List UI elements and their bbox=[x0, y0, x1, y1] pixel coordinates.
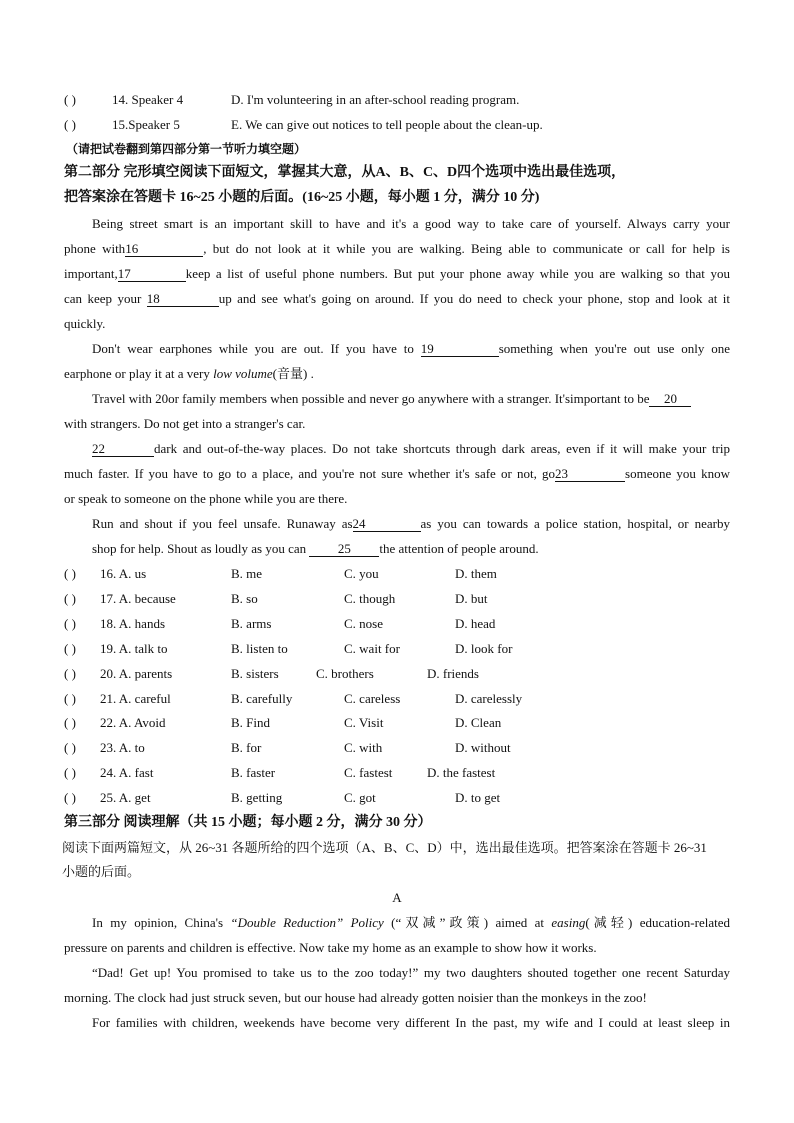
blank-24: 24 bbox=[353, 517, 421, 532]
option-c: C. Visit bbox=[344, 715, 384, 731]
option-a: 17. A. because bbox=[100, 590, 176, 606]
reading-line: For families with children, weekends have become very different In the past, my wife and I could at least sleep in bbox=[92, 1015, 730, 1030]
answer-paren: ( ) bbox=[64, 92, 76, 107]
option-d: D. to get bbox=[455, 790, 501, 806]
passage-line: with strangers. Do not get into a stranger's car. bbox=[64, 416, 306, 431]
answer-paren: ( ) bbox=[64, 665, 76, 681]
option-a: 25. A. get bbox=[100, 790, 151, 806]
speaker-statement: E. We can give out notices to tell people about the clean-up. bbox=[231, 117, 543, 132]
passage-line bbox=[92, 541, 730, 557]
reading-line: “Dad! Get up! You promised to take us to the zoo today!” my two daughters shouted together one recent Saturday bbox=[92, 965, 730, 980]
passage-text: someone you know bbox=[625, 466, 730, 481]
answer-paren: ( ) bbox=[64, 690, 76, 706]
answer-paren: ( ) bbox=[64, 715, 76, 731]
option-d: D. Clean bbox=[455, 715, 502, 731]
passage-line: quickly. bbox=[64, 316, 106, 331]
blank-18: 18 bbox=[147, 292, 219, 307]
part2-heading-line1: 第二部分 完形填空阅读下面短文，掌握其大意，从A、B、C、D四个选项中选出最佳选项， bbox=[64, 165, 626, 180]
option-c: C. careless bbox=[344, 690, 401, 706]
answer-paren: ( ) bbox=[64, 615, 76, 631]
reading-text: (“双减”政策) aimed at bbox=[383, 915, 552, 930]
option-b: B. sisters bbox=[231, 665, 279, 681]
option-b: B. getting bbox=[231, 790, 283, 806]
part2-heading-line2: 把答案涂在答题卡 16~25 小题的后面。(16~25 小题，每小题 1 分，满分 10 分) bbox=[64, 190, 540, 205]
blank-25: 25 bbox=[309, 542, 379, 557]
option-c: C. though bbox=[344, 590, 396, 606]
reading-text: (减轻) education-related bbox=[585, 915, 730, 930]
passage-text: much faster. If you have to go to a place, and you're not sure whether it's safe or not, go bbox=[64, 466, 556, 481]
passage-line bbox=[92, 516, 730, 532]
blank-20: 20 bbox=[649, 392, 691, 407]
passage-line bbox=[92, 341, 730, 357]
part3-instruction: 小题的后面。 bbox=[62, 864, 141, 879]
option-b: B. so bbox=[231, 590, 258, 606]
turn-page-note: （请把试卷翻到第四部分第一节听力填空题） bbox=[66, 142, 307, 156]
option-c: C. brothers bbox=[316, 665, 374, 681]
passage-line bbox=[92, 391, 730, 407]
option-a: 20. A. parents bbox=[100, 665, 173, 681]
option-b: B. for bbox=[231, 740, 262, 756]
option-a: 18. A. hands bbox=[100, 615, 165, 631]
option-d: D. the fastest bbox=[427, 765, 496, 781]
passage-text: , but do not look at it while you are walking. Being able to communicate or call for help is bbox=[203, 241, 730, 256]
reading-line bbox=[92, 915, 730, 931]
answer-paren: ( ) bbox=[64, 117, 76, 132]
passage-text: dark and out-of-the-way places. Do not take shortcuts through dark areas, even if it will make your trip bbox=[154, 441, 730, 456]
option-c: C. with bbox=[344, 740, 383, 756]
option-a: 22. A. Avoid bbox=[100, 715, 166, 731]
passage-text: as you can towards a police station, hospital, or nearby bbox=[420, 516, 730, 531]
reading-text: easing bbox=[551, 915, 586, 930]
speaker-label: 14. Speaker 4 bbox=[112, 92, 184, 107]
passage-text: keep a list of useful phone numbers. But put your phone away while you are walking so that you bbox=[185, 266, 730, 281]
option-c: C. got bbox=[344, 790, 376, 806]
listening-item-14 bbox=[64, 92, 730, 108]
option-a: 19. A. talk to bbox=[100, 640, 168, 656]
option-d: D. them bbox=[455, 566, 497, 581]
passage-line bbox=[92, 441, 730, 457]
passage-text: Travel with 20or family members when possible and never go anywhere with a stranger. It'simportant to be bbox=[92, 391, 650, 406]
blank-19: 19 bbox=[421, 342, 499, 357]
speaker-label: 15.Speaker 5 bbox=[112, 117, 180, 132]
passage-text: up and see what's going on around. If you do need to check your phone, stop and look at it bbox=[218, 291, 730, 306]
blank-22: 22 bbox=[92, 442, 154, 457]
passage-text: the attention of people around. bbox=[379, 541, 539, 556]
passage-text: earphone or play it at a very bbox=[64, 366, 214, 381]
option-c: C. you bbox=[344, 566, 379, 581]
option-a: 24. A. fast bbox=[100, 765, 154, 781]
option-a: 21. A. careful bbox=[100, 690, 171, 706]
option-d: D. head bbox=[455, 615, 496, 631]
option-b: B. carefully bbox=[231, 690, 293, 706]
passage-text: low volume bbox=[213, 366, 273, 381]
option-d: D. look for bbox=[455, 640, 513, 656]
part3-heading: 第三部分 阅读理解（共 15 小题；每小题 2 分，满分 30 分） bbox=[64, 815, 432, 830]
part3-instruction: 阅读下面两篇短文，从 26~31 各题所给的四个选项（A、B、C、D）中，选出最佳选项。把答案涂在答题卡 26~31 bbox=[62, 840, 707, 855]
answer-paren: ( ) bbox=[64, 566, 76, 581]
option-b: B. Find bbox=[231, 715, 271, 731]
option-d: D. friends bbox=[427, 665, 479, 681]
option-b: B. arms bbox=[231, 615, 272, 631]
answer-paren: ( ) bbox=[64, 640, 76, 656]
passage-line bbox=[64, 466, 730, 482]
passage-line bbox=[64, 291, 730, 307]
option-a: 23. A. to bbox=[100, 740, 145, 756]
passage-line: Being street smart is an important skill to have and it's a good way to take care of yourself. Always carry your bbox=[92, 216, 730, 231]
passage-line bbox=[64, 366, 730, 382]
reading-text: “Double Reduction” Policy bbox=[230, 915, 384, 930]
answer-paren: ( ) bbox=[64, 740, 76, 756]
passage-line bbox=[64, 266, 730, 282]
section-label: A bbox=[392, 890, 402, 905]
passage-text: Run and shout if you feel unsafe. Runaway as bbox=[92, 516, 353, 531]
passage-text: phone with bbox=[64, 241, 126, 256]
option-c: C. nose bbox=[344, 615, 383, 631]
option-b: B. faster bbox=[231, 765, 276, 781]
blank-16: 16 bbox=[125, 242, 203, 257]
answer-paren: ( ) bbox=[64, 765, 76, 781]
listening-item-15 bbox=[64, 117, 730, 133]
option-d: D. without bbox=[455, 740, 511, 756]
blank-23: 23 bbox=[555, 467, 625, 482]
option-a: 16. A. us bbox=[100, 566, 147, 581]
answer-paren: ( ) bbox=[64, 790, 76, 806]
option-b: B. listen to bbox=[231, 640, 288, 656]
passage-text: can keep your bbox=[64, 291, 142, 306]
passage-line bbox=[64, 241, 730, 257]
passage-text: important, bbox=[64, 266, 118, 281]
passage-text: shop for help. Shout as loudly as you can bbox=[92, 541, 307, 556]
option-b: B. me bbox=[231, 566, 263, 581]
reading-text: In my opinion, China's bbox=[92, 915, 231, 930]
reading-line: morning. The clock had just struck seven, but our house had already gotten noisier than the monkeys in the zoo! bbox=[64, 990, 647, 1005]
reading-line: pressure on parents and children is effective. Now take my home as an example to show how it works. bbox=[64, 940, 597, 955]
option-c: C. fastest bbox=[344, 765, 393, 781]
passage-text: Don't wear earphones while you are out. If you have to bbox=[92, 341, 414, 356]
option-c: C. wait for bbox=[344, 640, 400, 656]
answer-paren: ( ) bbox=[64, 590, 76, 606]
passage-line: or speak to someone on the phone while you are there. bbox=[64, 491, 348, 506]
passage-text: something when you're out use only one bbox=[498, 341, 730, 356]
blank-17: 17 bbox=[118, 267, 186, 282]
option-d: D. carelessly bbox=[455, 690, 523, 706]
option-d: D. but bbox=[455, 590, 488, 606]
passage-text: (音量) . bbox=[272, 366, 314, 381]
speaker-statement: D. I'm volunteering in an after-school reading program. bbox=[231, 92, 520, 107]
